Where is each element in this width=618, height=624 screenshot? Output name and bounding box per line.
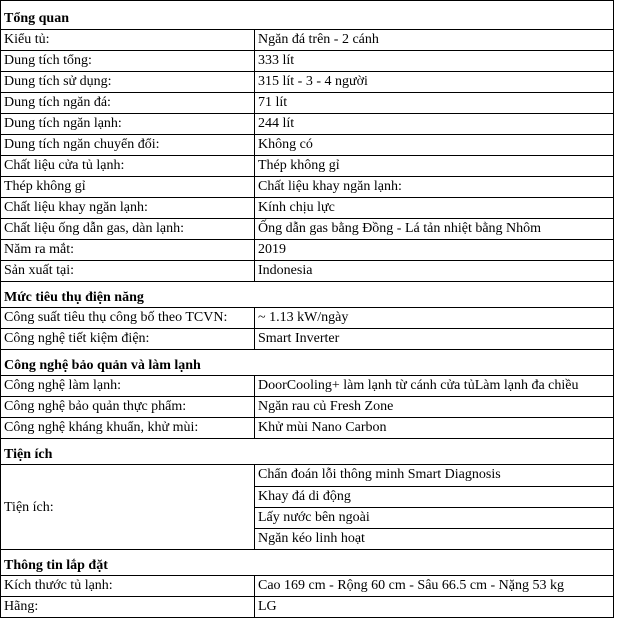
row-value: Ống dẫn gas bằng Đồng - Lá tản nhiệt bằng Nhôm [258, 221, 542, 236]
row-value: Ngăn rau củ Fresh Zone [258, 399, 394, 414]
section-title-features: Tiện ích [1, 438, 613, 464]
table-row [1, 50, 613, 71]
table-row [1, 260, 613, 281]
row-value: Ngăn đá trên - 2 cánh [258, 32, 379, 47]
section-title-power: Mức tiêu thụ điện năng [1, 281, 613, 307]
table-row [1, 92, 613, 113]
table-row [1, 176, 613, 197]
row-value: Cao 169 cm - Rộng 60 cm - Sâu 66.5 cm - Nặng 53 kg [258, 578, 565, 593]
row-label: Năm ra mắt: [1, 240, 255, 260]
row-value: Thép không gỉ [258, 158, 340, 173]
row-label: Dung tích ngăn lạnh: [1, 114, 255, 134]
row-value: DoorCooling+ làm lạnh từ cánh cửa tủLàm lạnh đa chiều [258, 378, 579, 393]
row-label: Dung tích tổng: [1, 51, 255, 71]
row-label: Công nghệ bảo quản thực phẩm: [1, 397, 255, 417]
table-row [1, 239, 613, 260]
row-label: Chất liệu cửa tủ lạnh: [1, 156, 255, 176]
table-row [1, 307, 613, 328]
row-value: Kính chịu lực [258, 200, 335, 215]
table-row [1, 575, 613, 596]
feature-item: Lấy nước bên ngoài [255, 507, 613, 528]
row-value: 2019 [258, 242, 286, 257]
table-row [1, 417, 613, 438]
row-label: Kiểu tủ: [1, 30, 255, 50]
row-value: 71 lít [258, 95, 288, 110]
table-row [1, 134, 613, 155]
feature-item: Chẩn đoán lỗi thông minh Smart Diagnosis [258, 467, 501, 482]
table-row [1, 29, 613, 50]
table-row-multi [1, 464, 613, 549]
section-title-installation: Thông tin lắp đặt [1, 549, 613, 575]
table-row [1, 113, 613, 134]
row-label: Dung tích ngăn đá: [1, 93, 255, 113]
row-value: ~ 1.13 kW/ngày [258, 310, 349, 325]
row-label: Sản xuất tại: [1, 261, 255, 281]
table-row [1, 375, 613, 396]
row-label: Chất liệu khay ngăn lạnh: [1, 198, 255, 218]
feature-item: Khay đá di động [255, 486, 613, 507]
row-value: LG [258, 599, 277, 614]
table-row [1, 155, 613, 176]
row-label: Chất liệu ống dẫn gas, dàn lạnh: [1, 219, 255, 239]
row-value: Không có [258, 137, 313, 152]
row-value: 333 lít [258, 53, 295, 68]
table-row [1, 328, 613, 349]
feature-item: Ngăn kéo linh hoạt [255, 528, 613, 549]
table-row [1, 396, 613, 417]
table-row [1, 71, 613, 92]
row-label: Tiện ích: [1, 465, 255, 549]
row-label: Công nghệ làm lạnh: [1, 376, 255, 396]
row-label: Thép không gỉ [1, 177, 255, 197]
row-label: Kích thước tủ lạnh: [1, 576, 255, 596]
section-title-overview: Tổng quan [1, 0, 613, 29]
row-label: Công nghệ tiết kiệm điện: [1, 329, 255, 349]
row-label: Dung tích sử dụng: [1, 72, 255, 92]
section-title-cooling: Công nghệ bảo quản và làm lạnh [1, 349, 613, 375]
row-value: Khử mùi Nano Carbon [258, 420, 387, 435]
table-row [1, 197, 613, 218]
row-value: 244 lít [258, 116, 295, 131]
table-row [1, 218, 613, 239]
row-value: 315 lít - 3 - 4 người [258, 74, 368, 89]
table-row [1, 596, 613, 617]
row-values [255, 465, 613, 549]
row-label: Hãng: [1, 597, 255, 617]
row-value: Indonesia [258, 263, 313, 278]
table-bottom-border [1, 617, 613, 618]
row-label: Công suất tiêu thụ công bố theo TCVN: [1, 308, 255, 328]
row-value: Smart Inverter [258, 331, 340, 346]
row-label: Công nghệ kháng khuẩn, khử mùi: [1, 418, 255, 438]
row-value: Chất liệu khay ngăn lạnh: [258, 179, 402, 194]
row-label: Dung tích ngăn chuyển đổi: [1, 135, 255, 155]
